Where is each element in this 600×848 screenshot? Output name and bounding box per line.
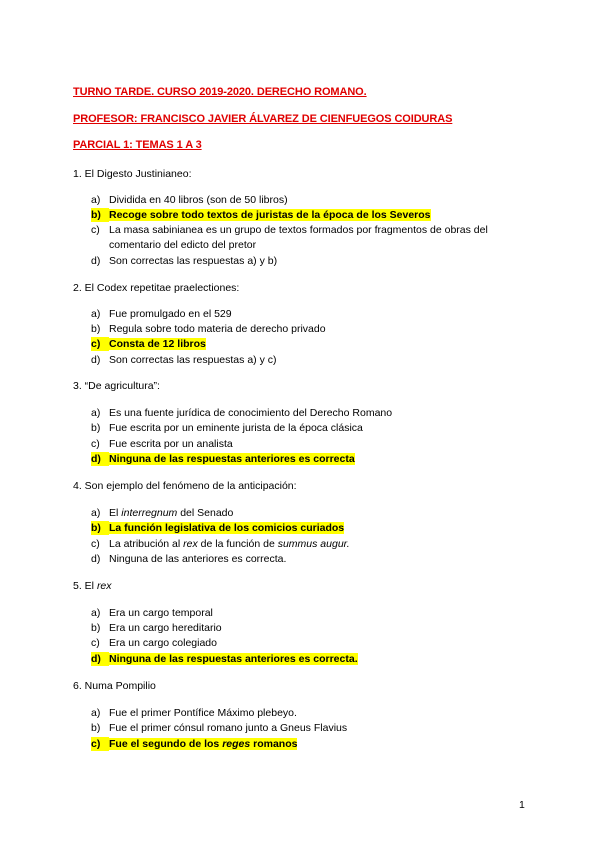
question-3-title: 3. “De agricultura”: — [73, 380, 160, 392]
page-number: 1 — [519, 799, 525, 811]
question-4-option-a: a) El interregnum del Senado — [91, 507, 234, 519]
question-5-option-c: c) Era un cargo colegiado — [91, 637, 217, 649]
question-6-option-a: a) Fue el primer Pontífice Máximo plebeyo. — [91, 707, 297, 719]
question-6-option-c-answer: c) Fue el segundo de los reges romanos — [91, 738, 298, 750]
question-5-option-d-answer: d) Ninguna de las respuestas anteriores es correcta. — [91, 653, 358, 665]
question-4-option-b-answer: b) La función legislativa de los comicios curiados — [91, 522, 345, 534]
question-2-option-d: d) Son correctas las respuestas a) y c) — [91, 354, 277, 366]
question-1-option-b-answer: b) Recoge sobre todo textos de juristas de la época de los Severos — [91, 209, 431, 221]
question-5-option-a: a) Era un cargo temporal — [91, 607, 213, 619]
question-3-option-c: c) Fue escrita por un analista — [91, 438, 233, 450]
question-5-option-b: b) Era un cargo hereditario — [91, 622, 222, 634]
question-4-option-c: c) La atribución al rex de la función de summus augur. — [91, 538, 350, 550]
question-6-option-b: b) Fue el primer cónsul romano junto a Gneus Flavius — [91, 722, 348, 734]
question-1-option-d: d) Son correctas las respuestas a) y b) — [91, 255, 278, 267]
question-1-option-a: a) Dividida en 40 libros (son de 50 libros) — [91, 194, 288, 206]
question-4-option-d: d) Ninguna de las anteriores es correcta. — [91, 553, 287, 565]
question-2-title: 2. El Codex repetitae praelectiones: — [73, 282, 240, 294]
question-1-title: 1. El Digesto Justinianeo: — [73, 168, 192, 180]
question-3-option-d-answer: d) Ninguna de las respuestas anteriores es correcta — [91, 453, 355, 465]
header-professor: PROFESOR: FRANCISCO JAVIER ÁLVAREZ DE CIENFUEGOS COIDURAS — [73, 113, 453, 125]
question-2-option-b: b) Regula sobre todo materia de derecho privado — [91, 323, 326, 335]
question-1-option-c: c) La masa sabinianea es un grupo de textos formados por fragmentos de obras del — [91, 224, 488, 236]
question-3-option-a: a) Es una fuente jurídica de conocimiento del Derecho Romano — [91, 407, 393, 419]
question-4-title: 4. Son ejemplo del fenómeno de la anticipación: — [73, 480, 297, 492]
question-1-option-c-continued: comentario del edicto del pretor — [109, 239, 257, 251]
header-exam: PARCIAL 1: TEMAS 1 A 3 — [73, 139, 202, 151]
question-5-title: 5. El rex — [73, 580, 112, 592]
question-2-option-c-answer: c) Consta de 12 libros — [91, 338, 206, 350]
question-3-option-b: b) Fue escrita por un eminente jurista de la época clásica — [91, 422, 363, 434]
question-6-title: 6. Numa Pompilio — [73, 680, 156, 692]
header-course: TURNO TARDE. CURSO 2019-2020. DERECHO ROMANO. — [73, 86, 367, 98]
question-2-option-a: a) Fue promulgado en el 529 — [91, 308, 232, 320]
